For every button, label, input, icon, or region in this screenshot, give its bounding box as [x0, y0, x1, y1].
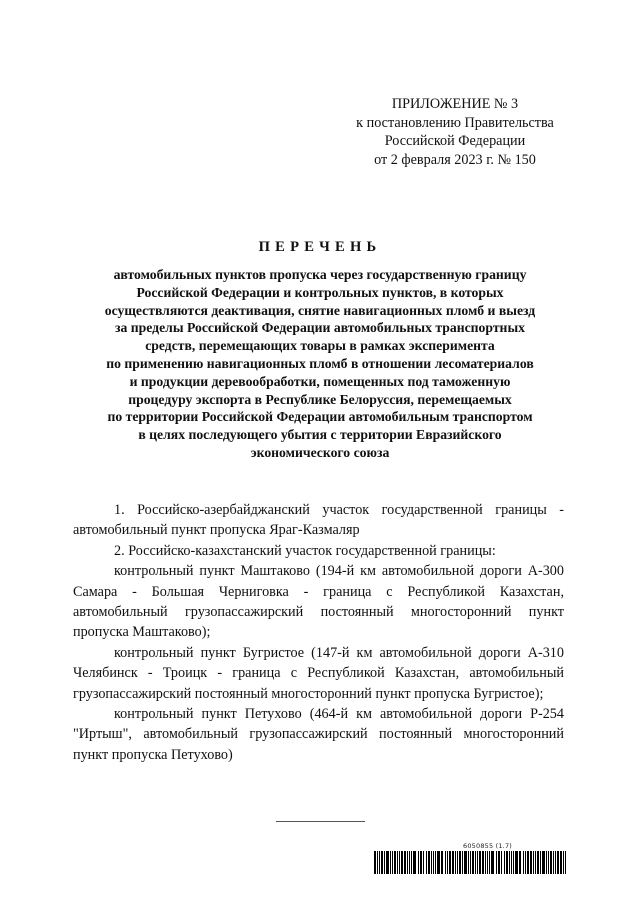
barcode-bar — [455, 851, 456, 874]
barcode-bar — [399, 851, 400, 874]
barcode-bar — [420, 851, 422, 874]
barcode-bar — [527, 851, 529, 874]
subtitle-line: и продукции деревообработки, помещенных под таможенную — [129, 373, 511, 389]
barcode-bar — [462, 851, 463, 874]
subtitle-line: экономического союза — [250, 444, 390, 460]
barcode-bar — [553, 851, 554, 874]
barcode-bar — [472, 851, 474, 874]
barcode-bar — [535, 851, 536, 874]
barcode-bar — [426, 851, 427, 874]
subtitle-line: за пределы Российской Федерации автомобильных транспортных — [115, 320, 525, 336]
barcode-bar — [397, 851, 398, 874]
end-divider — [276, 821, 365, 822]
barcode-image — [374, 851, 567, 874]
annex-block — [336, 95, 574, 169]
barcode-bar — [560, 851, 562, 874]
barcode-bar — [475, 851, 476, 874]
barcode-bar — [390, 851, 391, 874]
barcode-bar — [477, 851, 478, 874]
barcode-bar — [485, 851, 486, 874]
barcode-bar — [511, 851, 512, 874]
document-title: ПЕРЕЧЕНЬ — [258, 239, 382, 255]
barcode-bar — [491, 851, 494, 874]
barcode-bar — [404, 851, 406, 874]
barcode-bar — [418, 851, 419, 874]
barcode-bar — [457, 851, 458, 874]
barcode-label: 6050855 (1.7) — [463, 842, 513, 850]
barcode-bar — [386, 851, 389, 874]
barcode-bar — [407, 851, 408, 874]
barcode-bar — [392, 851, 393, 874]
barcode-bar — [555, 851, 556, 874]
barcode-bar — [523, 851, 524, 874]
barcode-bar — [468, 851, 469, 874]
annex-number: ПРИЛОЖЕНИЕ № 3 — [391, 96, 519, 112]
document-subtitle — [60, 266, 580, 462]
barcode-bar — [470, 851, 471, 874]
subtitle-line: автомобильных пунктов пропуска через государственную границу — [113, 267, 527, 282]
barcode-bar — [452, 851, 454, 874]
barcode-bar — [433, 851, 434, 874]
barcode-bar — [423, 851, 424, 874]
checkpoint-petukhovo: контрольный пункт Петухово (464-й км автомобильной дороги Р-254 "Иртыш", автомобильный грузопассажирский постоянный многосторонний пункт пропуска Петухово) — [73, 706, 564, 763]
subtitle-line: в целях последующего убытия с территории Евразийского — [138, 427, 502, 443]
annex-decree-ref: к постановлению Правительства — [356, 114, 554, 131]
barcode-bar — [409, 851, 410, 874]
barcode-bar — [377, 851, 378, 874]
barcode-bar — [437, 851, 440, 874]
barcode-bar — [479, 851, 481, 874]
barcode-bar — [546, 851, 547, 874]
barcode-bar — [540, 851, 541, 874]
section-azerbaijan-border: 1. Российско-азербайджанский участок государственной границы - автомобильный пункт пропуска Яраг-Казмаляр — [73, 502, 564, 539]
subtitle-line: по территории Российской Федерации автомобильным транспортом — [107, 409, 533, 425]
barcode-bar — [557, 851, 559, 874]
barcode-bar — [374, 851, 376, 874]
barcode-bar — [447, 851, 448, 874]
barcode-bar — [459, 851, 461, 874]
barcode-bar — [506, 851, 508, 874]
barcode-bar — [401, 851, 403, 874]
annex-date-number: от 2 февраля 2023 г. № 150 — [374, 151, 536, 168]
barcode-bar — [489, 851, 490, 874]
subtitle-line: процедуру экспорта в Республике Белоруссия, перемещаемых — [128, 391, 512, 407]
barcode-bar — [537, 851, 539, 874]
barcode-bar — [435, 851, 436, 874]
subtitle-line: средств, перемещающих товары в рамках эксперимента — [145, 338, 495, 354]
document-body — [73, 500, 564, 765]
barcode-bar — [482, 851, 484, 874]
barcode-bar — [413, 851, 416, 874]
barcode-bar — [381, 851, 383, 874]
barcode-bar — [501, 851, 502, 874]
barcode-bar — [487, 851, 488, 874]
barcode-bar — [431, 851, 432, 874]
barcode-bar — [525, 851, 526, 874]
barcode-bar — [445, 851, 446, 874]
barcode-bar — [504, 851, 505, 874]
subtitle-line: осуществляются деактивация, снятие навигационных пломб и выезд — [104, 302, 536, 318]
barcode-bar — [379, 851, 380, 874]
barcode-bar — [384, 851, 385, 874]
barcode-bar — [519, 851, 521, 874]
barcode-bar — [509, 851, 510, 874]
subtitle-line: по применению навигационных пломб в отношении лесоматериалов — [106, 355, 534, 371]
barcode-bar — [565, 851, 566, 874]
barcode-bar — [550, 851, 552, 874]
barcode-bar — [428, 851, 430, 874]
checkpoint-bugristoe: контрольный пункт Бугристое (147-й км автомобильной дороги А-310 Челябинск - Троицк - граница с Республикой Казахстан, автомобильный грузопассажирский постоянный многосторонний пункт пропуска Бугристое); — [73, 644, 564, 702]
barcode-bar — [394, 851, 396, 874]
section-kazakhstan-border: 2. Российско-казахстанский участок государственной границы: — [114, 542, 496, 559]
subtitle-line: Российской Федерации и контрольных пунктов, в которых — [136, 284, 504, 300]
checkpoint-mashtakovo: контрольный пункт Маштаково (194-й км автомобильной дороги А-300 Самара - Большая Черниговка - граница с Республикой Казахстан, автомобильный грузопассажирский постоянный многосторонний пункт пропуска Маштаково); — [73, 563, 564, 641]
barcode-bar — [498, 851, 500, 874]
barcode-bar — [563, 851, 564, 874]
barcode-bar — [515, 851, 518, 874]
barcode-bar — [548, 851, 549, 874]
barcode-bar — [530, 851, 532, 874]
barcode-bar — [513, 851, 514, 874]
barcode-bar — [542, 851, 545, 874]
barcode-bar — [449, 851, 451, 874]
barcode-bar — [411, 851, 412, 874]
barcode-bar — [533, 851, 534, 874]
annex-issuer: Российской Федерации — [384, 133, 526, 149]
barcode-bar — [464, 851, 467, 874]
barcode-bar — [496, 851, 497, 874]
barcode-bar — [441, 851, 443, 874]
